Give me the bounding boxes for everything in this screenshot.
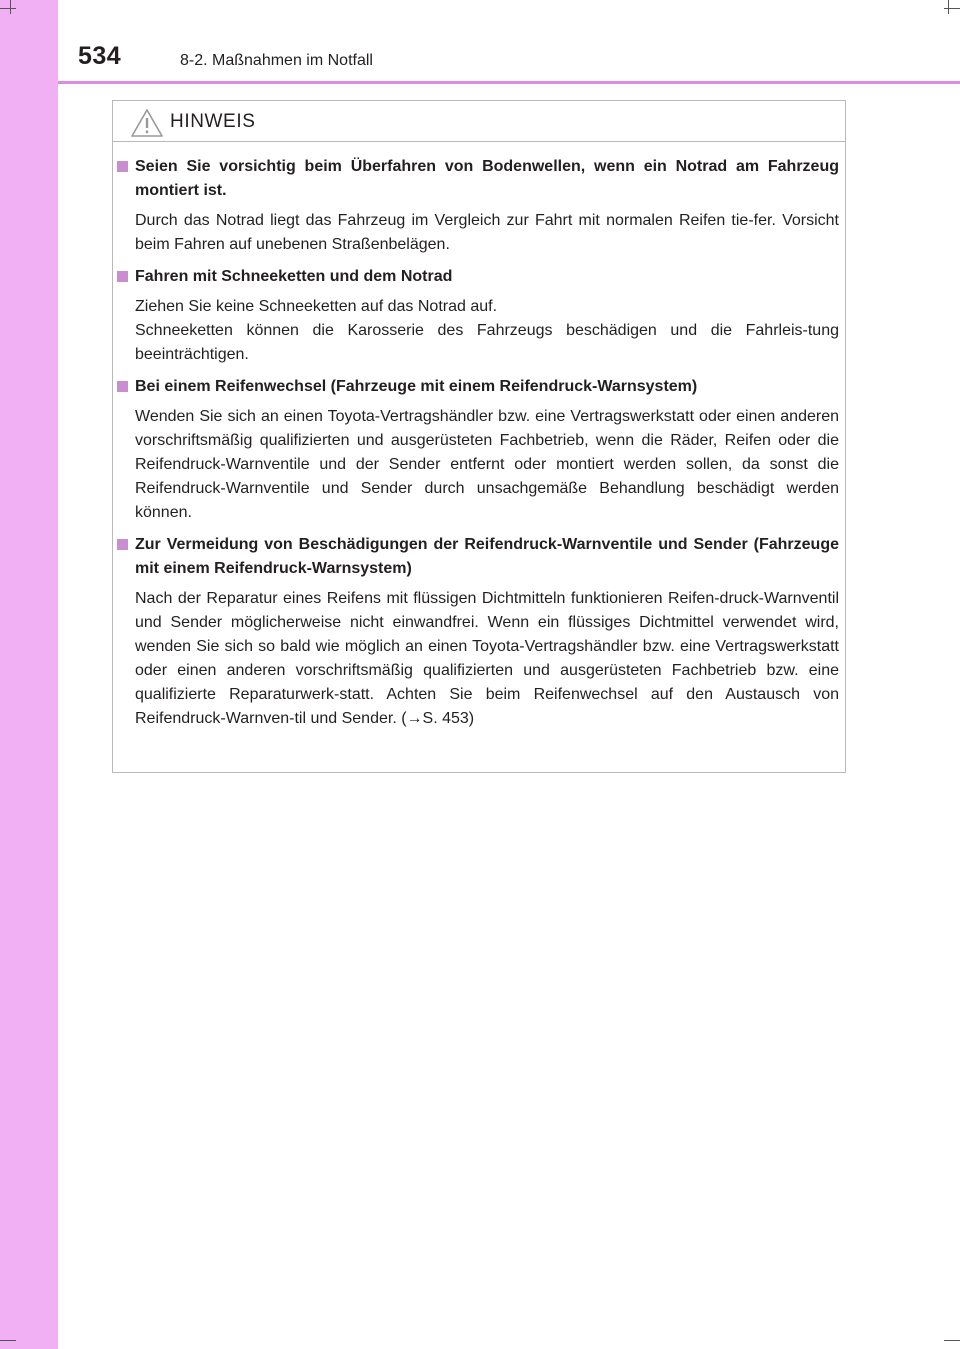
square-bullet-icon bbox=[117, 161, 128, 172]
item-text bbox=[117, 295, 839, 367]
item-heading bbox=[117, 533, 839, 581]
notice-title: HINWEIS bbox=[170, 111, 256, 132]
item-heading bbox=[117, 155, 839, 203]
item-heading-text: Zur Vermeidung von Beschädigungen der Reifendruck-Warnventile und Sender (Fahrzeuge mit einem Reifendruck-Warnsystem) bbox=[135, 536, 839, 577]
notice-body bbox=[117, 155, 839, 739]
item-paragraph: Nach der Reparatur eines Reifens mit flüssigen Dichtmitteln funktionieren Reifen-druck-Warnventil und Sender möglicherweise nicht einwandfrei. Wenn ein flüssiges Dichtmittel verwendet wird, wenden Sie sich so bald wie möglich an einen Toyota-Vertragshändler bzw. eine Vertragswerkstatt oder einen anderen vorschriftsmäßig qualifizierten und ausgerüsteten Fachbetrieb bzw. eine qualifizierte Reparaturwerk-statt. Achten Sie beim Reifenwechsel auf den Austausch von Reifendruck-Warnven-til und Sender. (→S. 453) bbox=[135, 590, 839, 727]
item-paragraph: Durch das Notrad liegt das Fahrzeug im Vergleich zur Fahrt mit normalen Reifen tie-fer. Vorsicht beim Fahren auf unebenen Straßenbelägen. bbox=[135, 212, 839, 253]
item-heading-text: Fahren mit Schneeketten und dem Notrad bbox=[135, 268, 453, 285]
notice-item bbox=[117, 265, 839, 367]
square-bullet-icon bbox=[117, 271, 128, 282]
page-number: 534 bbox=[78, 42, 122, 70]
notice-item bbox=[117, 375, 839, 525]
header-divider bbox=[58, 81, 960, 84]
crop-mark bbox=[0, 8, 16, 9]
item-text bbox=[117, 587, 839, 731]
crop-mark bbox=[0, 1340, 16, 1341]
item-text bbox=[117, 209, 839, 257]
crop-mark bbox=[944, 1340, 960, 1341]
item-heading-text: Seien Sie vorsichtig beim Überfahren von Bodenwellen, wenn ein Notrad am Fahrzeug montiert ist. bbox=[135, 158, 839, 199]
notice-item bbox=[117, 155, 839, 257]
crop-mark bbox=[10, 0, 11, 14]
warning-triangle-icon bbox=[130, 108, 164, 138]
section-title: 8-2. Maßnahmen im Notfall bbox=[180, 52, 373, 69]
square-bullet-icon bbox=[117, 539, 128, 550]
crop-mark bbox=[944, 8, 960, 9]
item-paragraph: Schneeketten können die Karosserie des Fahrzeugs beschädigen und die Fahrleis-tung beeinträchtigen. bbox=[135, 322, 839, 363]
side-color-strip bbox=[0, 0, 58, 1349]
square-bullet-icon bbox=[117, 381, 128, 392]
crop-mark bbox=[948, 0, 949, 14]
item-text bbox=[117, 405, 839, 525]
notice-item bbox=[117, 533, 839, 731]
item-paragraph: Wenden Sie sich an einen Toyota-Vertragshändler bzw. eine Vertragswerkstatt oder einen anderen vorschriftsmäßig qualifizierten und ausgerüsteten Fachbetrieb, wenn die Räder, Reifen oder die Reifendruck-Warnventile und der Sender entfernt oder montiert werden sollen, da sonst die Reifendruck-Warnventile und Sender durch unsachgemäße Behandlung beschädigt werden können. bbox=[135, 408, 839, 521]
item-paragraph: Ziehen Sie keine Schneeketten auf das Notrad auf. bbox=[135, 298, 498, 315]
item-heading-text: Bei einem Reifenwechsel (Fahrzeuge mit einem Reifendruck-Warnsystem) bbox=[135, 378, 698, 395]
item-heading bbox=[117, 265, 839, 289]
notice-box bbox=[112, 100, 846, 773]
item-heading bbox=[117, 375, 839, 399]
notice-header bbox=[113, 101, 845, 142]
